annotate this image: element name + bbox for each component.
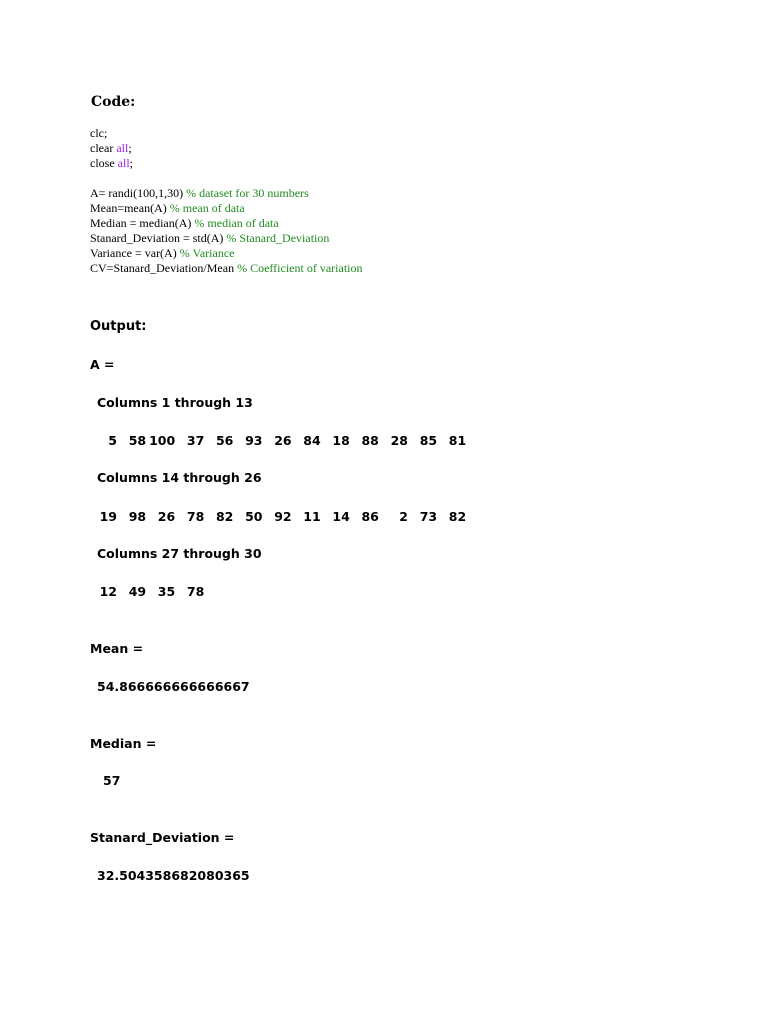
code-comment: % mean of data (169, 201, 245, 215)
values-row-2 (0, 509, 768, 525)
value-cell: 98 (128, 509, 147, 524)
value-cell: 86 (361, 509, 379, 524)
code-heading: Code: (91, 94, 136, 110)
value-cell: 73 (419, 509, 438, 524)
code-text: close (90, 156, 118, 170)
value-cell: 100 (149, 433, 176, 448)
value-cell: 14 (332, 509, 350, 524)
value-cell: 26 (157, 509, 176, 524)
output-heading: Output: (90, 319, 147, 334)
code-comment: % Coefficient of variation (237, 261, 363, 275)
value-cell: 35 (157, 584, 176, 599)
values-row-3 (0, 584, 768, 600)
code-line (90, 126, 362, 141)
code-line (90, 231, 362, 246)
value-cell: 81 (448, 433, 467, 448)
code-text: clc; (90, 126, 108, 140)
value-cell: 56 (215, 433, 234, 448)
code-text: Mean=mean(A) (90, 201, 170, 215)
code-line (90, 201, 362, 216)
median-label: Median = (90, 736, 157, 751)
columns-header-1: Columns 1 through 13 (97, 395, 253, 410)
value-cell: 5 (108, 433, 117, 448)
code-comment: % Variance (179, 246, 235, 260)
value-cell: 2 (399, 509, 408, 524)
value-cell: 88 (361, 433, 379, 448)
code-block (90, 126, 362, 276)
code-line (90, 141, 362, 156)
code-text: Median = median(A) (90, 216, 195, 230)
code-text: CV=Stanard_Deviation/Mean (90, 261, 238, 275)
value-cell: 26 (274, 433, 292, 448)
code-comment: % Stanard_Deviation (226, 231, 330, 245)
value-cell: 50 (245, 509, 263, 524)
a-label: A = (90, 357, 115, 372)
code-keyword: all (116, 141, 129, 155)
code-line (90, 261, 362, 276)
value-cell: 12 (99, 584, 117, 599)
std-label: Stanard_Deviation = (90, 830, 235, 845)
code-text: Variance = var(A) (90, 246, 180, 260)
value-cell: 78 (186, 509, 205, 524)
mean-label: Mean = (90, 641, 144, 656)
code-line (90, 246, 362, 261)
values-row-1 (0, 433, 768, 449)
value-cell: 11 (303, 509, 321, 524)
code-text: clear (90, 141, 117, 155)
code-comment: % dataset for 30 numbers (186, 186, 309, 200)
columns-header-2: Columns 14 through 26 (97, 470, 262, 485)
code-text: Stanard_Deviation = std(A) (90, 231, 227, 245)
value-cell: 28 (390, 433, 408, 448)
value-cell: 78 (186, 584, 205, 599)
code-text: ; (128, 141, 132, 155)
value-cell: 82 (215, 509, 234, 524)
value-cell: 18 (332, 433, 350, 448)
code-text: ; (129, 156, 133, 170)
value-cell: 84 (303, 433, 321, 448)
code-line (90, 216, 362, 231)
value-cell: 58 (128, 433, 147, 448)
code-comment: % median of data (194, 216, 279, 230)
code-line (90, 171, 362, 186)
value-cell: 82 (448, 509, 467, 524)
value-cell: 92 (274, 509, 292, 524)
std-value: 32.504358682080365 (97, 868, 250, 883)
code-line (90, 186, 362, 201)
code-keyword: all (117, 156, 130, 170)
value-cell: 49 (128, 584, 147, 599)
code-line (90, 156, 362, 171)
value-cell: 85 (419, 433, 438, 448)
value-cell: 93 (245, 433, 263, 448)
value-cell: 37 (186, 433, 205, 448)
columns-header-3: Columns 27 through 30 (97, 546, 262, 561)
median-value: 57 (103, 773, 121, 788)
code-text: A= randi(100,1,30) (90, 186, 187, 200)
mean-value: 54.866666666666667 (97, 679, 250, 694)
value-cell: 19 (99, 509, 117, 524)
